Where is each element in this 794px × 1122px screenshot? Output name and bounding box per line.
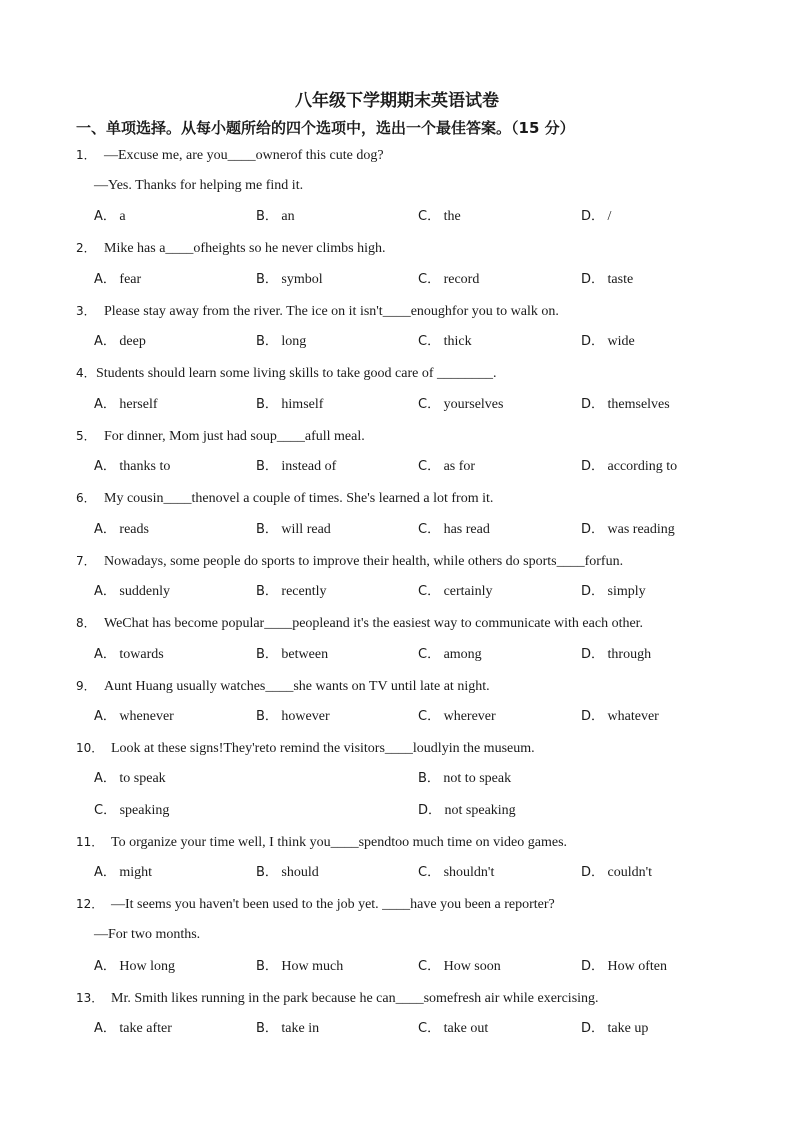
option-c[interactable]: C． shouldn't [418, 865, 495, 880]
option-d[interactable]: D． was reading [581, 522, 675, 537]
question-number: 13． [76, 991, 104, 1005]
option-a[interactable]: A． reads [94, 522, 149, 537]
question-number: 1． [76, 148, 96, 162]
question-number: 7． [76, 554, 96, 568]
option-c[interactable]: C． certainly [418, 584, 493, 599]
option-c[interactable]: C． take out [418, 1021, 489, 1036]
question-stem [76, 677, 490, 696]
option-b[interactable]: B． will read [256, 522, 331, 537]
option-a[interactable]: A． might [94, 865, 153, 880]
option-d[interactable]: D． How often [581, 959, 668, 974]
option-b[interactable]: B． between [256, 647, 329, 662]
question-stem [76, 614, 643, 633]
option-b[interactable]: B． long [256, 334, 307, 349]
option-a[interactable]: A． suddenly [94, 584, 170, 599]
option-c[interactable]: C． the [418, 209, 461, 224]
question-number: 3． [76, 304, 96, 318]
dialogue-reply: —Yes. Thanks for helping me find it. [94, 178, 304, 193]
question-text: To organize your time well, I think you____spendtoo much time on video games. [111, 835, 568, 850]
option-d[interactable]: D． according to [581, 459, 678, 474]
option-a[interactable]: A． deep [94, 334, 146, 349]
option-d[interactable]: D． / [581, 209, 612, 224]
question-number: 6． [76, 491, 96, 505]
question-number: 9． [76, 679, 96, 693]
option-b[interactable]: B． not to speak [418, 771, 512, 786]
question-stem [76, 146, 384, 165]
question-stem [76, 239, 386, 258]
question-text: Look at these signs!They'reto remind the visitors____loudlyin the museum. [111, 741, 535, 756]
question-stem [76, 302, 559, 321]
question-stem [76, 489, 493, 508]
question-text: Mike has a____ofheights so he never climbs high. [104, 241, 386, 256]
question-number: 4． [76, 366, 96, 380]
question-number: 5． [76, 429, 96, 443]
option-d[interactable]: D． themselves [581, 397, 670, 412]
option-b[interactable]: B． take in [256, 1021, 320, 1036]
option-b[interactable]: B． an [256, 209, 295, 224]
option-c[interactable]: C． wherever [418, 709, 496, 724]
question-stem [76, 833, 567, 852]
option-c[interactable]: C． record [418, 272, 480, 287]
option-a[interactable]: A． herself [94, 397, 158, 412]
question-text: Aunt Huang usually watches____she wants on TV until late at night. [104, 679, 490, 694]
option-a[interactable]: A． whenever [94, 709, 174, 724]
question-stem [76, 989, 599, 1008]
option-d[interactable]: D． through [581, 647, 652, 662]
option-c[interactable]: C． yourselves [418, 397, 504, 412]
option-b[interactable]: B． should [256, 865, 319, 880]
option-d[interactable]: D． couldn't [581, 865, 653, 880]
question-number: 10． [76, 741, 104, 755]
option-a[interactable]: A． How long [94, 959, 176, 974]
option-c[interactable]: C． has read [418, 522, 490, 537]
question-number: 8． [76, 616, 96, 630]
question-number: 11． [76, 835, 104, 849]
option-d[interactable]: D． simply [581, 584, 646, 599]
question-text: WeChat has become popular____peopleand it's the easiest way to communicate with each other. [104, 616, 644, 631]
option-c[interactable]: C． How soon [418, 959, 501, 974]
question-stem [76, 427, 365, 446]
question-stem [76, 552, 623, 571]
option-b[interactable]: B． How much [256, 959, 344, 974]
option-d[interactable]: D． not speaking [418, 803, 516, 818]
option-b[interactable]: B． instead of [256, 459, 337, 474]
option-a[interactable]: A． take after [94, 1021, 172, 1036]
option-d[interactable]: D． taste [581, 272, 634, 287]
option-c[interactable]: C． among [418, 647, 482, 662]
option-a[interactable]: A． thanks to [94, 459, 171, 474]
section-heading: 一、单项选择。从每小题所给的四个选项中，选出一个最佳答案。（15 分） [76, 119, 575, 137]
option-b[interactable]: B． recently [256, 584, 327, 599]
option-d[interactable]: D． wide [581, 334, 635, 349]
option-c[interactable]: C． thick [418, 334, 472, 349]
question-text: For dinner, Mom just had soup____afull meal. [104, 429, 365, 444]
option-b[interactable]: B． symbol [256, 272, 323, 287]
option-b[interactable]: B． himself [256, 397, 324, 412]
option-c[interactable]: C． speaking [94, 803, 170, 818]
question-text: Students should learn some living skills to take good care of ________. [96, 366, 497, 381]
option-b[interactable]: B． however [256, 709, 330, 724]
option-a[interactable]: A． towards [94, 647, 164, 662]
option-a[interactable]: A． fear [94, 272, 142, 287]
question-text: —Excuse me, are you____ownerof this cute dog? [104, 148, 384, 163]
question-text: —It seems you haven't been used to the job yet. ____have you been a reporter? [111, 897, 555, 912]
dialogue-reply: —For two months. [94, 927, 201, 942]
question-text: Nowadays, some people do sports to improve their health, while others do sports____forfun. [104, 554, 624, 569]
option-c[interactable]: C． as for [418, 459, 476, 474]
page-title: 八年级下学期期末英语试卷 [295, 91, 499, 111]
question-text: My cousin____thenovel a couple of times. She's learned a lot from it. [104, 491, 494, 506]
option-a[interactable]: A． to speak [94, 771, 166, 786]
question-text: Mr. Smith likes running in the park because he can____somefresh air while exercising. [111, 991, 599, 1006]
option-d[interactable]: D． whatever [581, 709, 659, 724]
question-stem [76, 739, 535, 758]
option-d[interactable]: D． take up [581, 1021, 649, 1036]
option-a[interactable]: A． a [94, 209, 126, 224]
question-number: 12． [76, 897, 104, 911]
question-number: 2． [76, 241, 96, 255]
question-stem [76, 364, 497, 383]
question-text: Please stay away from the river. The ice on it isn't____enoughfor you to walk on. [104, 304, 559, 319]
question-stem [76, 895, 555, 914]
